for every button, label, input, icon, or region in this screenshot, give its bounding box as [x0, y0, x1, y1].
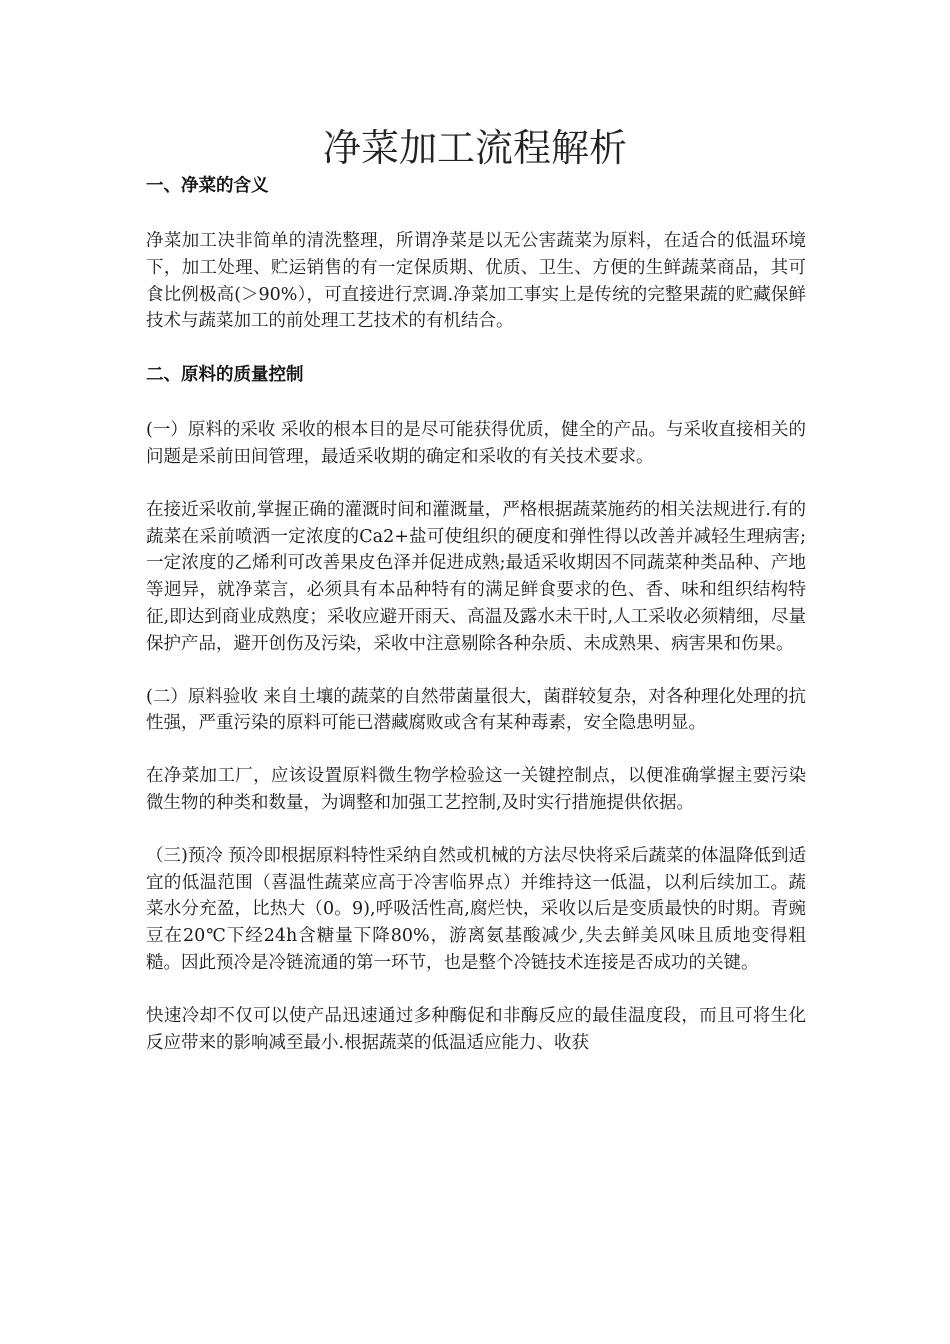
section-heading-quality-control: 二、原料的质量控制: [146, 365, 304, 386]
paragraph: (二）原料验收 来自土壤的蔬菜的自然带菌量很大，菌群较复杂，对各种理化处理的抗性强，严重污染的原料可能已潜藏腐败或含有某种毒素，安全隐患明显。: [146, 686, 806, 734]
paragraph: （三)预冷 预冷即根据原料特性采纳自然或机械的方法尽快将采后蔬菜的体温降低到适宜的低温范围（喜温性蔬菜应高于冷害临界点）并维持这一低温，以利后续加工。蔬菜水分充盈，比热大（0。9),呼吸活性高,腐烂快，采收以后是变质最快的时期。青豌豆在20℃下经24h含糖量下降80%，游离氨基酸减少,失去鲜美风味且质地变得粗糙。因此预冷是冷链流通的第一环节，也是整个冷链技术连接是否成功的关键。: [146, 845, 806, 973]
section-heading-meaning: 一、净菜的含义: [146, 176, 269, 196]
paragraph: (一）原料的采收 采收的根本目的是尽可能获得优质，健全的产品。与采收直接相关的问题是采前田间管理，最适采收期的确定和采收的有关技术要求。: [146, 420, 806, 467]
paragraph: 净菜加工决非简单的清洗整理，所谓净菜是以无公害蔬菜为原料，在适合的低温环境下，加工处理、贮运销售的有一定保质期、优质、卫生、方便的生鲜蔬菜商品，其可食比例极高(＞90%），可直接进行烹调.净菜加工事实上是传统的完整果蔬的贮藏保鲜技术与蔬菜加工的前处理工艺技术的有机结合。: [146, 231, 806, 332]
paragraph: 在接近采收前,掌握正确的灌溉时间和灌溉量，严格根据蔬菜施药的相关法规进行.有的蔬菜在采前喷洒一定浓度的Ca2+盐可使组织的硬度和弹性得以改善并减轻生理病害;一定浓度的乙烯利可改善果皮色泽并促进成熟;最适采收期因不同蔬菜种类品种、产地等迥异，就净菜言，必须具有本品种特有的满足鲜食要求的色、香、味和组织结构特征,即达到商业成熟度；采收应避开雨天、高温及露水未干时,人工采收必须精细，尽量保护产品，避开创伤及污染，采收中注意剔除各种杂质、未成熟果、病害果和伤果。: [146, 499, 806, 654]
document-title: 净菜加工流程解析: [322, 126, 627, 170]
paragraph: 在净菜加工厂，应该设置原料微生物学检验这一关键控制点，以便准确掌握主要污染微生物的种类和数量，为调整和加强工艺控制,及时实行措施提供依据。: [146, 766, 806, 813]
paragraph: 快速冷却不仅可以使产品迅速通过多种酶促和非酶反应的最佳温度段，而且可将生化反应带来的影响减至最小.根据蔬菜的低温适应能力、收获: [146, 1005, 806, 1053]
document-body: [146, 172, 806, 1056]
